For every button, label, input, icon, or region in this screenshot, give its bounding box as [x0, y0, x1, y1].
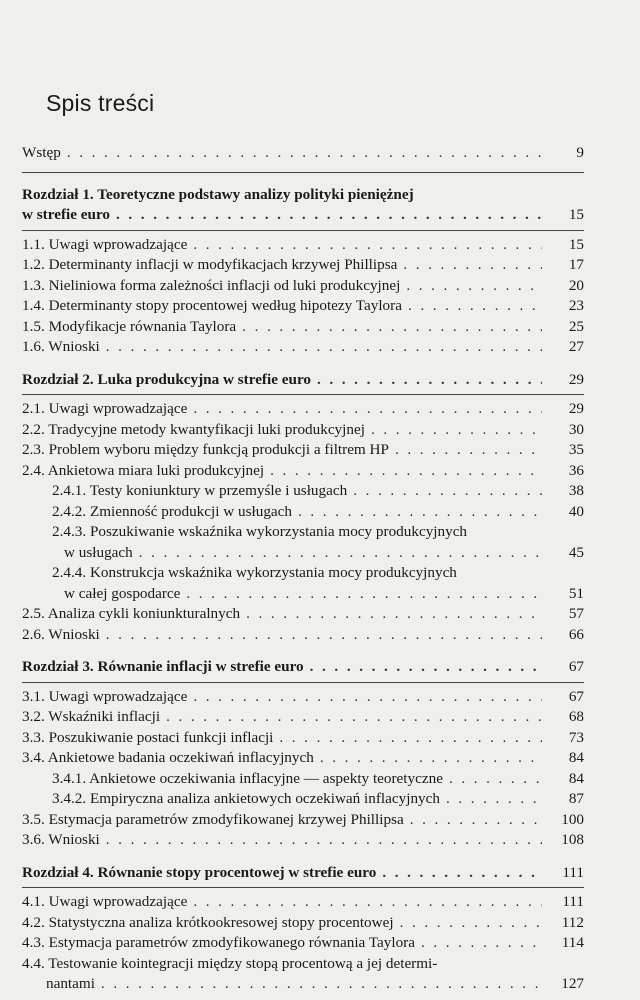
toc-entry-label: 2.4.3. Poszukiwanie wskaźnika wykorzystania mocy produkcyjnych [52, 523, 468, 540]
toc-page-number: 30 [568, 420, 584, 438]
toc-entry-label: 3.3. Poszukiwanie postaci funkcji inflacji [22, 728, 274, 746]
dot-leader [166, 707, 542, 728]
toc-page-number: 27 [568, 338, 584, 355]
toc-page-number: 111 [562, 863, 584, 881]
dot-leader [67, 143, 542, 164]
dot-leader [317, 370, 542, 391]
toc-page-number: 9 [576, 144, 584, 161]
chapter-heading[interactable] [22, 370, 584, 396]
toc-page-number: 73 [568, 728, 584, 746]
toc-entry-label: 2.4.1. Testy koniunktury w przemyśle i usługach [52, 482, 348, 499]
dot-leader [101, 974, 542, 995]
dot-leader [403, 255, 542, 276]
dot-leader [193, 687, 542, 708]
toc-entry[interactable] [22, 810, 584, 831]
toc-entry-label: 4.1. Uwagi wprowadzające [22, 893, 188, 910]
toc-entry[interactable] [22, 255, 584, 276]
dot-leader [410, 810, 542, 831]
toc-intro [22, 143, 584, 173]
toc-entry[interactable] [22, 830, 584, 851]
toc-entry-label-cont: nantami [46, 975, 95, 992]
dot-leader [106, 625, 542, 646]
toc-entry[interactable] [22, 954, 584, 995]
toc-entry-label: 3.2. Wskaźniki inflacji [22, 708, 161, 725]
toc-entry-label: 2.2. Tradycyjne metody kwantyfikacji luki produkcyjnej [22, 420, 365, 438]
toc-page-number: 57 [568, 605, 584, 622]
dot-leader [406, 276, 542, 297]
chapter-title-line1: Rozdział 1. Teoretyczne podstawy analizy polityki pieniężnej [22, 185, 414, 203]
toc-page-number: 15 [568, 206, 584, 223]
toc-subentry[interactable] [22, 769, 584, 790]
toc-page-number: 100 [561, 810, 584, 828]
toc-entry[interactable] [22, 440, 584, 461]
toc-entry-label: 3.5. Estymacja parametrów zmodyfikowanej krzywej Phillipsa [22, 810, 404, 828]
page-title: Spis treści [46, 90, 155, 116]
toc-entry[interactable] [22, 317, 584, 338]
toc-entry[interactable] [22, 913, 584, 934]
dot-leader [193, 892, 542, 913]
toc-page-number: 108 [561, 831, 584, 848]
toc-subentry[interactable] [22, 481, 584, 502]
toc-entry-label: 4.4. Testowanie kointegracji między stopą procentową a jej determi- [22, 954, 438, 972]
toc-entry-label: 4.3. Estymacja parametrów zmodyfikowanego równania Taylora [22, 934, 415, 951]
toc-entry[interactable] [22, 461, 584, 482]
toc-entry-label: 3.1. Uwagi wprowadzające [22, 687, 188, 705]
toc-entry[interactable] [22, 337, 584, 358]
dot-leader [298, 502, 542, 523]
toc-entry-label: 2.6. Wnioski [22, 625, 100, 643]
toc-entry-label: Wstęp [22, 144, 61, 161]
table-of-contents [22, 143, 584, 995]
dot-leader [408, 296, 542, 317]
dot-leader [421, 933, 542, 954]
dot-leader [449, 769, 542, 790]
toc-page-number: 87 [568, 790, 584, 807]
toc-entry-label: 3.4.2. Empiryczna analiza ankietowych oczekiwań inflacyjnych [52, 790, 440, 807]
toc-entry-label: 1.2. Determinanty inflacji w modyfikacjach krzywej Phillipsa [22, 256, 398, 273]
toc-page-number: 25 [568, 317, 584, 335]
toc-page-number: 67 [568, 687, 584, 705]
toc-entry-label: 3.4. Ankietowe badania oczekiwań inflacyjnych [22, 749, 314, 766]
toc-entry-label: 2.1. Uwagi wprowadzające [22, 400, 188, 417]
toc-entry[interactable] [22, 625, 584, 646]
toc-entry[interactable] [22, 728, 584, 749]
chapter-heading[interactable] [22, 657, 584, 683]
dot-leader [106, 337, 542, 358]
toc-page-number: 17 [568, 256, 584, 273]
toc-page-number: 68 [568, 708, 584, 725]
toc-page-number: 84 [568, 769, 584, 787]
dot-leader [382, 863, 542, 884]
toc-page-number: 66 [568, 625, 584, 643]
dot-leader [193, 235, 542, 256]
toc-page-number: 36 [568, 461, 584, 479]
chapter-heading[interactable] [22, 863, 584, 889]
toc-entry[interactable] [22, 707, 584, 728]
toc-page-number: 67 [568, 658, 584, 675]
toc-entry-label: 2.4.4. Konstrukcja wskaźnika wykorzystania mocy produkcyjnych [52, 564, 457, 581]
dot-leader [353, 481, 542, 502]
toc-entry[interactable] [22, 296, 584, 317]
toc-entry-label: 1.5. Modyfikacje równania Taylora [22, 317, 237, 335]
chapter-heading[interactable] [22, 185, 584, 231]
toc-subentry[interactable] [22, 789, 584, 810]
toc-entry[interactable] [22, 748, 584, 769]
dot-leader [193, 399, 542, 420]
dot-leader [395, 440, 542, 461]
chapter-title: Rozdział 3. Równanie inflacji w strefie euro [22, 658, 304, 675]
dot-leader [186, 584, 542, 605]
toc-entry-label: 3.4.1. Ankietowe oczekiwania inflacyjne — aspekty teoretyczne [52, 769, 443, 787]
toc-entry-label: 3.6. Wnioski [22, 831, 100, 848]
toc-page-number: 127 [561, 975, 584, 992]
toc-page-number: 15 [568, 235, 584, 253]
toc-page-number: 112 [561, 913, 584, 931]
chapter-title: Rozdział 2. Luka produkcyjna w strefie euro [22, 370, 311, 388]
toc-entry-label: 1.3. Nieliniowa forma zależności inflacji od luki produkcyjnej [22, 276, 401, 294]
toc-page-number: 45 [568, 543, 584, 561]
toc-entry-label: 1.6. Wnioski [22, 338, 100, 355]
toc-subentry[interactable] [22, 502, 584, 523]
dot-leader [242, 317, 542, 338]
toc-page-number: 111 [562, 893, 584, 910]
toc-entry-label: 1.1. Uwagi wprowadzające [22, 235, 188, 253]
toc-page-number: 38 [568, 482, 584, 499]
toc-entry[interactable] [22, 687, 584, 708]
dot-leader [246, 604, 542, 625]
dot-leader [446, 789, 542, 810]
toc-entry[interactable] [22, 933, 584, 954]
dot-leader [279, 728, 542, 749]
toc-page-number: 40 [568, 502, 584, 520]
dot-leader [371, 420, 542, 441]
chapter-title-line2: w strefie euro [22, 206, 111, 223]
chapter-title: Rozdział 4. Równanie stopy procentowej w strefie euro [22, 863, 377, 881]
toc-entry-label: 4.2. Statystyczna analiza krótkookresowej stopy procentowej [22, 913, 394, 931]
toc-page-number: 51 [568, 584, 584, 602]
dot-leader [320, 748, 542, 769]
toc-subentry[interactable] [22, 522, 584, 563]
toc-entry[interactable] [22, 235, 584, 256]
toc-subentry[interactable] [22, 563, 584, 604]
toc-entry[interactable] [22, 420, 584, 441]
toc-entry-label: 2.5. Analiza cykli koniunkturalnych [22, 605, 241, 622]
toc-entry[interactable] [22, 399, 584, 420]
toc-page-number: 84 [568, 749, 584, 766]
dot-leader [139, 543, 542, 564]
toc-entry-label: 2.3. Problem wyboru między funkcją produkcji a filtrem HP [22, 441, 389, 458]
toc-entry[interactable] [22, 143, 584, 164]
toc-page-number: 23 [568, 297, 584, 314]
toc-entry[interactable] [22, 892, 584, 913]
toc-entry[interactable] [22, 276, 584, 297]
toc-entry-label: 2.4. Ankietowa miara luki produkcyjnej [22, 461, 265, 479]
toc-entry-label: 1.4. Determinanty stopy procentowej według hipotezy Taylora [22, 297, 402, 314]
dot-leader [400, 913, 542, 934]
toc-page-number: 114 [561, 934, 584, 951]
toc-entry-label-cont: w całej gospodarce [64, 584, 181, 602]
toc-page-number: 29 [568, 370, 584, 388]
dot-leader [116, 205, 542, 226]
dot-leader [106, 830, 542, 851]
dot-leader [310, 657, 542, 678]
dot-leader [270, 461, 542, 482]
toc-entry[interactable] [22, 604, 584, 625]
toc-page-number: 20 [568, 276, 584, 294]
toc-page-number: 35 [568, 441, 584, 458]
toc-entry-label: 2.4.2. Zmienność produkcji w usługach [52, 502, 293, 520]
toc-page-number: 29 [568, 400, 584, 417]
toc-entry-label-cont: w usługach [64, 543, 133, 561]
